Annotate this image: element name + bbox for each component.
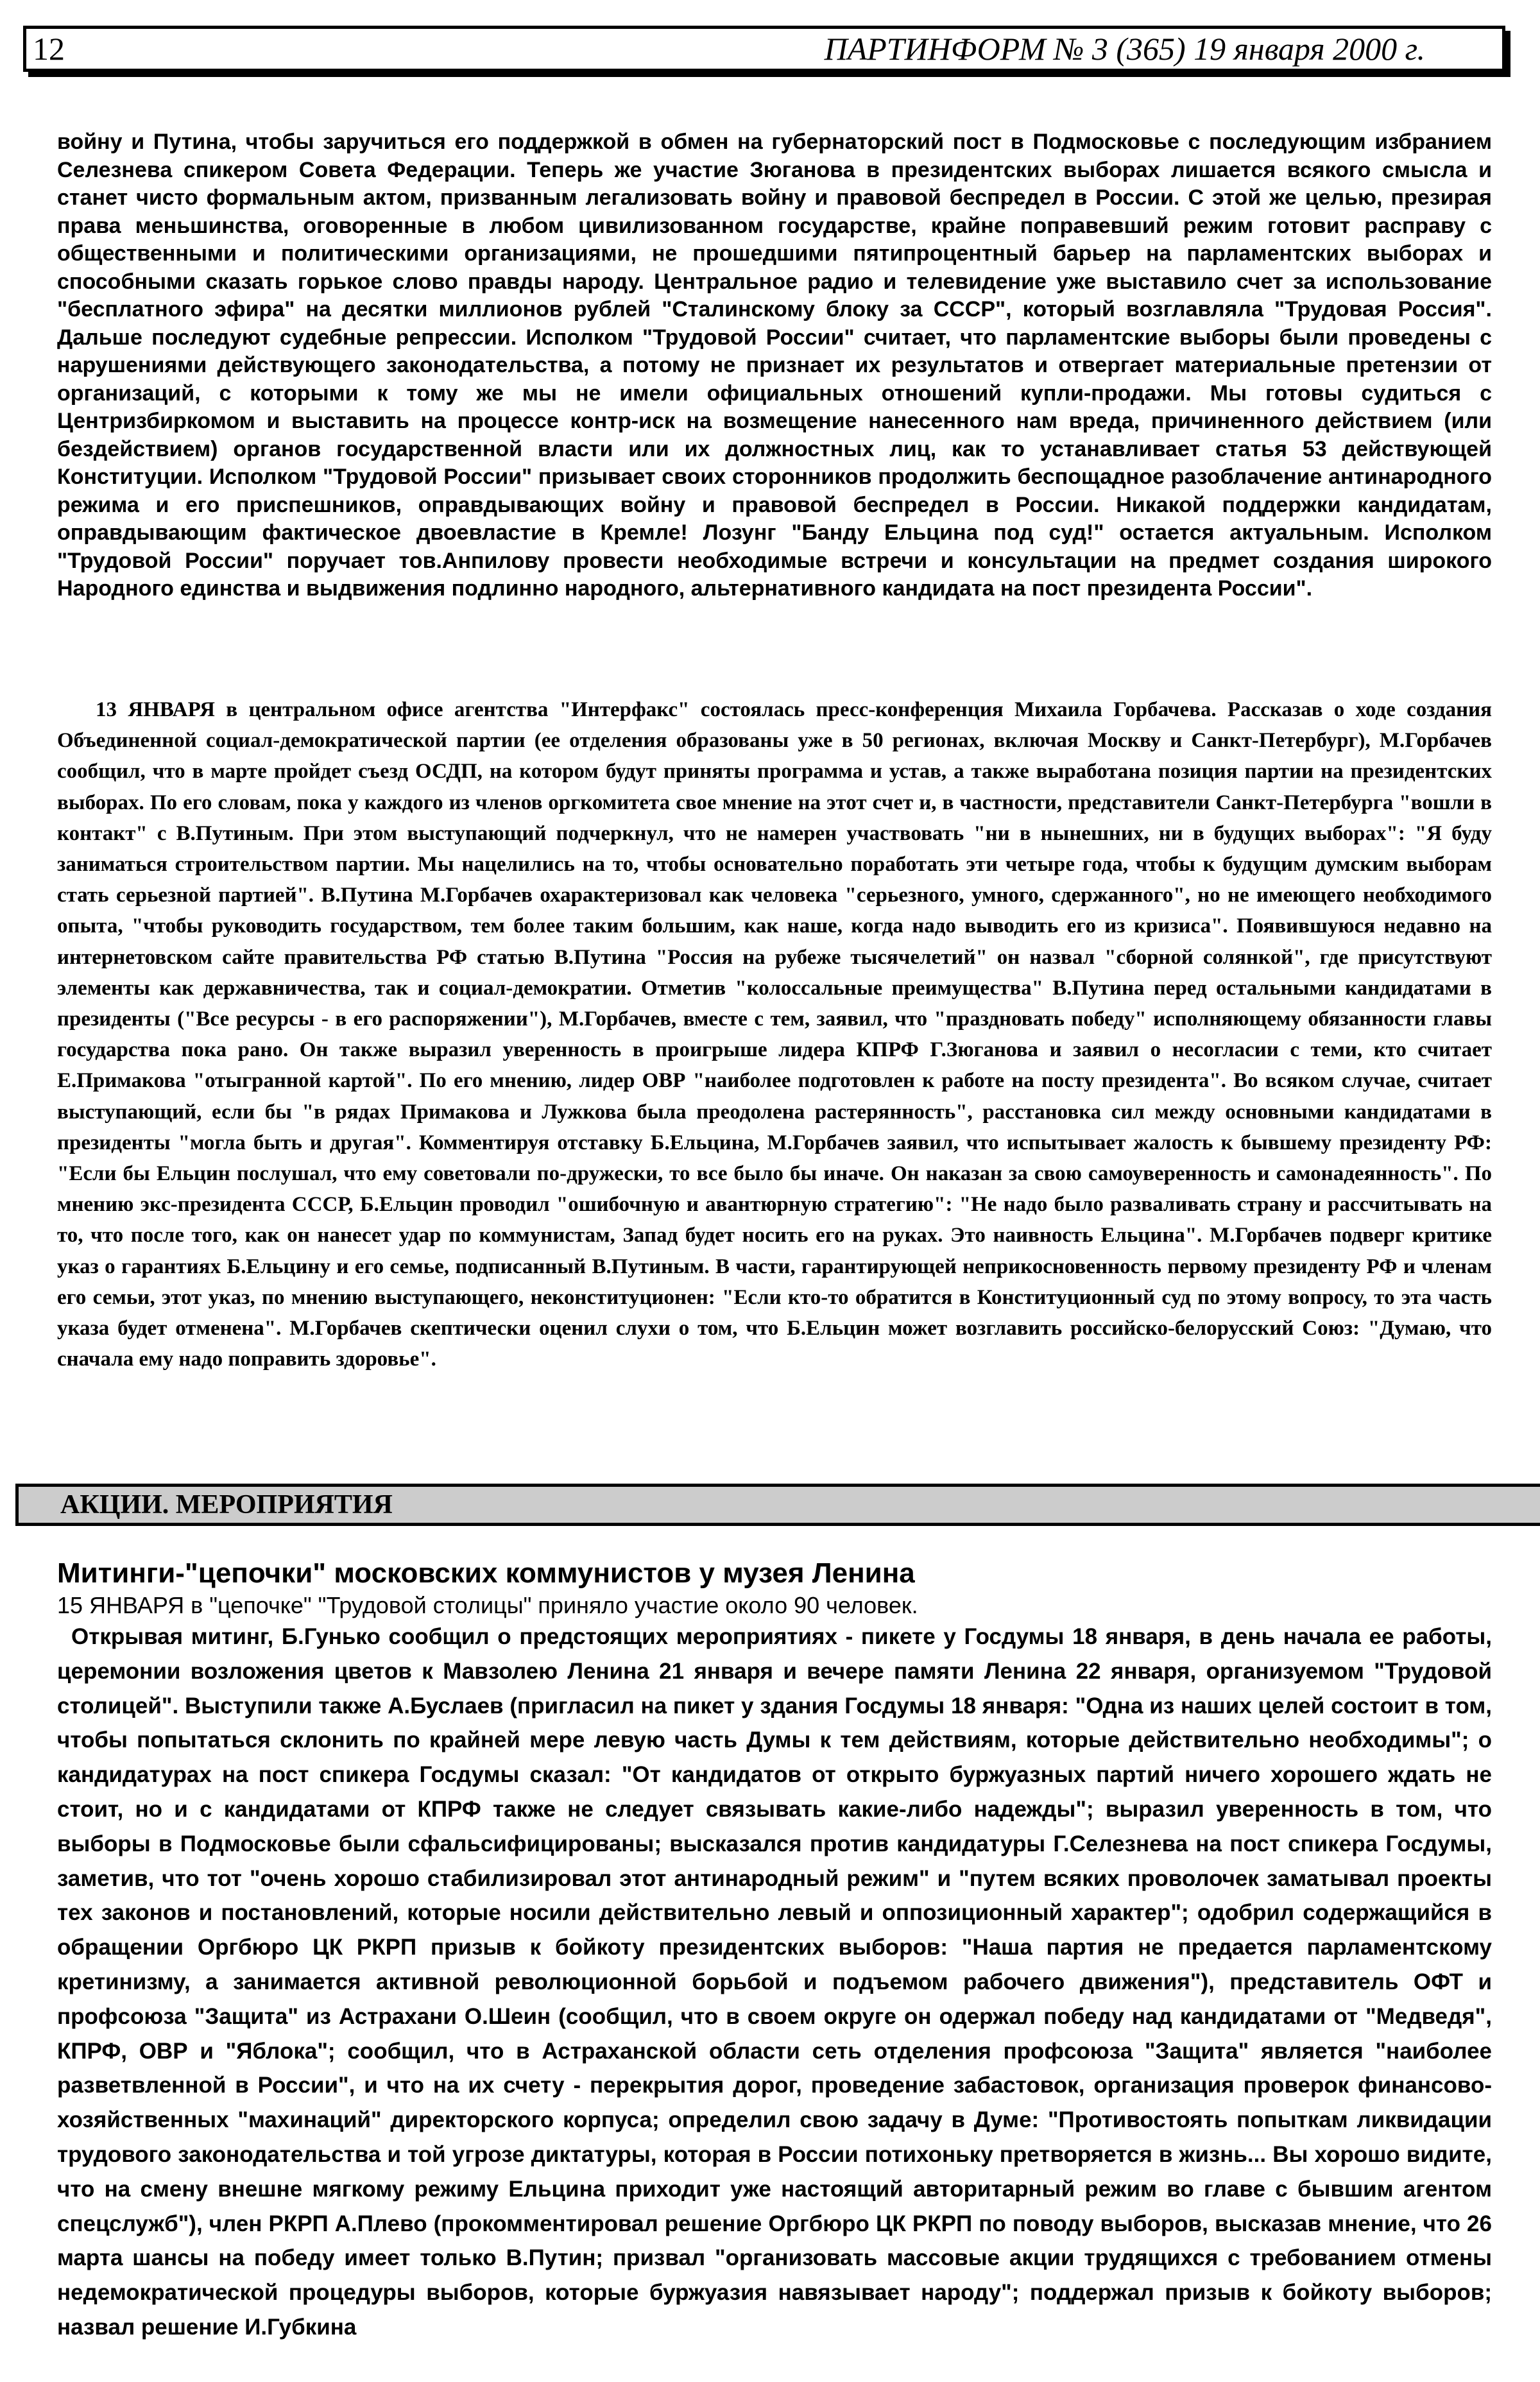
article-subtitle: 15 ЯНВАРЯ в "цепочке" "Трудовой столицы" приняло участие около 90 человек. — [57, 1592, 918, 1618]
page-number: 12 — [33, 31, 65, 67]
section-heading: АКЦИИ. МЕРОПРИЯТИЯ — [15, 1484, 1540, 1526]
article-title: Митинги-"цепочки" московских коммунистов у музея Ленина — [57, 1557, 915, 1589]
paragraph-gorbachev: 13 ЯНВАРЯ в центральном офисе агентства "Интерфакс" состоялась пресс-конференция Михаила Горбачева. Рассказав о ходе создания Объединенной социал-демократической партии (ее отделения образованы уже в 50 регионах, включая Москву и Санкт-Петербург), М.Горбачев сообщил, что в марте пройдет съезд ОСДП, на котором будут приняты программа и устав, а также выработана позиция партии на президентских выборах. По его словам, пока у каждого из членов оргкомитета свое мнение на этот счет и, в частности, представители Санкт-Петербурга "вошли в контакт" с В.Путиным. При этом выступающий подчеркнул, что не намерен участвовать "ни в нынешних, ни в будущих выборах": "Я буду заниматься строительством партии. Мы нацелились на то, чтобы основательно поработать эти четыре года, чтобы к будущим думским выборам стать серьезной партией". В.Путина М.Горбачев охарактеризовал как человека "серьезного, умного, сдержанного", но не имеющего необходимого опыта, "чтобы руководить государством, тем более таким большим, как наше, когда надо выводить его из кризиса". Появившуюся недавно на интернетовском сайте правительства РФ статью В.Путина "Россия на рубеже тысячелетий" он назвал "сборной солянкой", где присутствуют элементы как державничества, так и социал-демократии. Отметив "колоссальные преимущества" В.Путина перед остальными кандидатами в президенты ("Все ресурсы - в его распоряжении"), М.Горбачев, вместе с тем, заявил, что "праздновать победу" исполняющему обязанности главы государства пока рано. Он также выразил уверенность в проигрыше лидера КПРФ Г.Зюганова и заявил о несогласии с теми, кто считает Е.Примакова "отыгранной картой". По его мнению, лидер ОВР "наиболее подготовлен к работе на посту президента". Во всяком случае, считает выступающий, если бы "в рядах Примакова и Лужкова была преодолена растерянность", расстановка сил между основными кандидатами в президенты "могла быть и другая". Комментируя отставку Б.Ельцина, М.Горбачев заявил, что испытывает жалость к бывшему президенту РФ: "Если бы Ельцин послушал, что ему советовали по-дружески, то все было бы иначе. Он наказан за свою самоуверенность и самонадеянность". По мнению экс-президента СССР, Б.Ельцин проводил "ошибочную и авантюрную стратегию": "Не надо было разваливать страну и рассчитывать на то, что после того, как он нанесет удар по коммунистам, Запад будет носить его на руках. Это наивность Ельцина". М.Горбачев подверг критике указ о гарантиях Б.Ельцину и его семье, подписанный В.Путиным. В части, гарантирующей неприкосновенность первому президенту РФ и членам его семьи, этот указ, по мнению выступающего, неконституционен: "Если кто-то обратится в Конституционный суд по этому вопросу, то эта часть указа будет отменена". М.Горбачев скептически оценил слухи о том, что Б.Ельцин может возглавить российско-белорусский Союз: "Думаю, что сначала ему надо поправить здоровье". — [57, 698, 1492, 1371]
paragraph-rally: Открывая митинг, Б.Гунько сообщил о предстоящих мероприятиях - пикете у Госдумы 18 января, в день начала ее работы, церемонии возложения цветов к Мавзолею Ленина 21 января и вечере памяти Ленина 22 января, организуемом "Трудовой столицей". Выступили также А.Буслаев (пригласил на пикет у здания Госдумы 18 января: "Одна из наших целей состоит в том, чтобы попытаться склонить по крайней мере левую часть Думы к тем действиям, которые действительно необходимы"; о кандидатурах на пост спикера Госдумы сказал: "От кандидатов от открыто буржуазных партий ничего хорошего ждать не стоит, но и с кандидатами от КПРФ также не следует связывать какие-либо надежды"; выразил уверенность в том, что выборы в Подмосковье были сфальсифицированы; высказался против кандидатуры Г.Селезнева на пост спикера Госдумы, заметив, что тот "очень хорошо стабилизировал этот антинародный режим" и "путем всяких проволочек заматывал проекты тех законов и постановлений, которые носили действительно левый и оппозиционный характер"; одобрил содержащийся в обращении Оргбюро ЦК РКРП призыв к бойкоту президентских выборов: "Наша партия не предается парламентскому кретинизму, а занимается активной революционной борьбой и подъемом рабочего движения"), представитель ОФТ и профсоюза "Защита" из Астрахани О.Шеин (сообщил, что в своем округе он одержал победу над кандидатами от "Медведя", КПРФ, ОВР и "Яблока"; сообщил, что в Астраханской области сеть отделения профсоюза "Защита" является "наиболее разветвленной в России", и что на их счету - перекрытия дорог, проведение забастовок, организация проверок финансово-хозяйственных "махинаций" директорского корпуса; определил свою задачу в Думе: "Противостоять попыткам ликвидации трудового законодательства и той угрозе диктатуры, которая в России потихоньку претворяется в жизнь... Вы хорошо видите, что на смену внешне мягкому режиму Ельцина приходит уже настоящий авторитарный режим во главе с бывшим агентом спецслужб"), член РКРП А.Плево (прокомментировал решение Оргбюро ЦК РКРП по поводу выборов, высказав мнение, что 26 марта шансы на победу имеет только В.Путин; призвал "организовать массовые акции трудящихся с требованием отмены недемократической процедуры выборов, которые буржуазия навязывает народу"; поддержал призыв к бойкоту выборов; назвал решение И.Губкина — [57, 1624, 1492, 2340]
page-header — [23, 26, 1505, 72]
paragraph-statement: войну и Путина, чтобы заручиться его поддержкой в обмен на губернаторский пост в Подмосковье с последующим избранием Селезнева спикером Совета Федерации. Теперь же участие Зюганова в президентских выборах лишается всякого смысла и станет чисто формальным актом, призванным легализовать войну и правовой беспредел в России. С этой же целью, презирая права меньшинства, оговоренные в любом цивилизованном государстве, крайне поправевший режим готовит расправу с общественными и политическими организациями, не прошедшими пятипроцентный барьер на парламентских выборах и способными сказать горькое слово правды народу. Центральное радио и телевидение уже выставило счет за использование "бесплатного эфира" на десятки миллионов рублей "Сталинскому блоку за СССР", который возглавляла "Трудовая Россия". Дальше последуют судебные репрессии. Исполком "Трудовой России" считает, что парламентские выборы были проведены с нарушениями действующего законодательства, а потому не признает их результатов и отвергает материальные претензии от организаций, с которыми к тому же мы не имели официальных отношений купли-продажи. Мы готовы судиться с Центризбиркомом и выставить на процессе контр-иск на возмещение нанесенного нам вреда, причиненного действием (или бездействием) органов государственной власти или их должностных лиц, как то устанавливает статья 53 действующей Конституции. Исполком "Трудовой России" призывает своих сторонников продолжить беспощадное разоблачение антинародного режима и его приспешников, оправдывающих войну и правовой беспредел в России. Никакой поддержки кандидатам, оправдывающим фактическое двоевластие в Кремле! Лозунг "Банду Ельцина под суд!" остается актуальным. Исполком "Трудовой России" поручает тов.Анпилову провести необходимые встречи и консультации на предмет создания широкого Народного единства и выдвижения подлинно народного, альтернативного кандидата на пост президента России". — [57, 130, 1492, 601]
publication-title: ПАРТИНФОРМ № 3 (365) 19 января 2000 г. — [824, 31, 1425, 67]
